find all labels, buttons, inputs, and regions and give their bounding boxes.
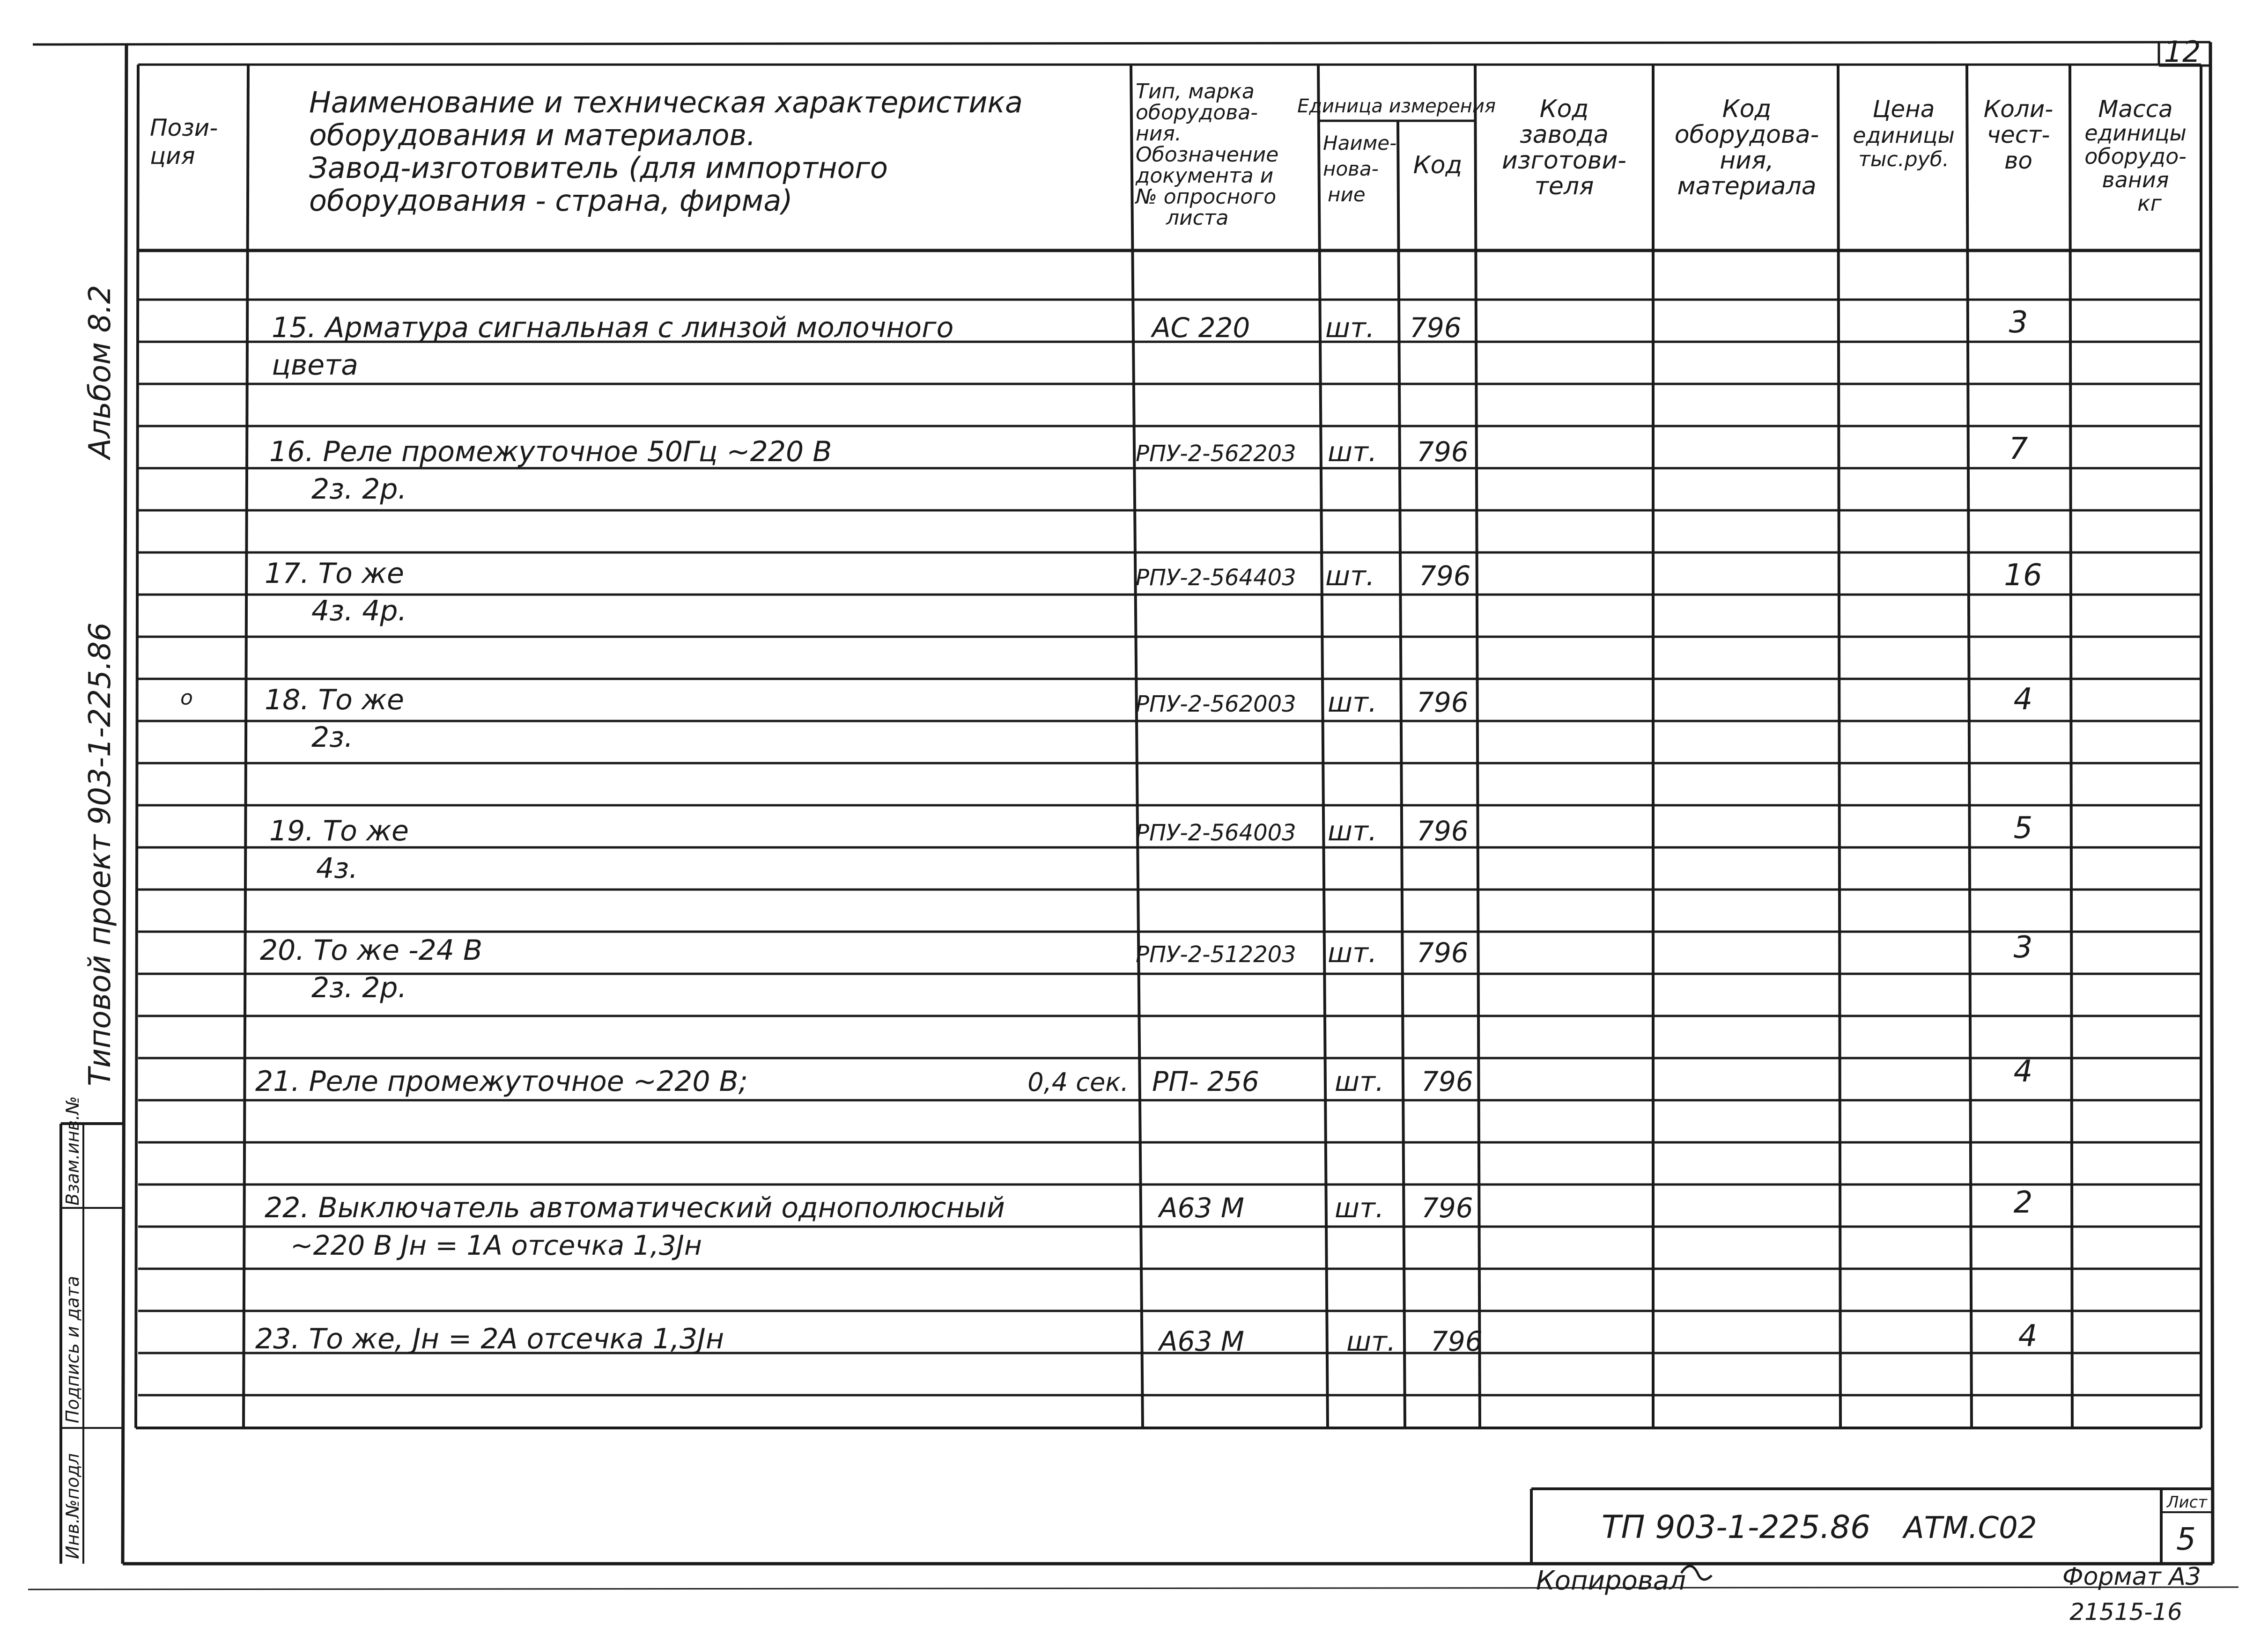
hdr-price-3: тыс.руб. xyxy=(1858,147,1949,171)
hdr-mass-3: оборудо- xyxy=(2084,144,2187,169)
row-qty: 4 xyxy=(2013,682,2033,717)
row-code: 796 xyxy=(1417,815,1469,847)
hdr-mass-2: единицы xyxy=(2084,120,2187,146)
hdr-position-2: ция xyxy=(150,142,195,169)
row-unit: шт. xyxy=(1328,436,1377,468)
row-name: 22. Выключатель автоматический однополюсный xyxy=(265,1192,1005,1224)
footer-inventory: 21515-16 xyxy=(2069,1598,2182,1626)
row-code: 796 xyxy=(1419,560,1471,592)
hdr-type-1: Тип, марка xyxy=(1136,80,1255,103)
hdr-equip-code-3: ния, xyxy=(1720,147,1774,175)
row-qty: 5 xyxy=(2013,811,2033,846)
row-name: 17. То же xyxy=(265,557,404,590)
project-label: Типовой проект 903-1-225.86 xyxy=(83,622,118,1086)
hdr-position-1: Пози- xyxy=(150,114,218,141)
row-unit: шт. xyxy=(1328,815,1377,847)
stamp-inv-repl: Взам.инв.№ xyxy=(62,1096,83,1206)
hdr-factory-code-1: Код xyxy=(1539,95,1589,123)
row-code: 796 xyxy=(1431,1325,1483,1357)
row-name: 18. То же xyxy=(265,684,404,716)
row-name: 19. То же xyxy=(269,815,409,847)
row-name-line2: 2з. 2р. xyxy=(311,473,407,506)
title-designation: ТП 903-1-225.86 xyxy=(1602,1509,1871,1546)
row-name: 15. Арматура сигнальная с линзой молочного xyxy=(272,311,954,344)
row-unit: шт. xyxy=(1346,1325,1396,1357)
row-qty: 3 xyxy=(2013,930,2033,965)
hdr-factory-code-2: завода xyxy=(1520,121,1609,149)
hdr-unit-name-2: нова- xyxy=(1323,157,1379,180)
table-row xyxy=(255,1319,2037,1357)
row-code: 796 xyxy=(1417,436,1469,468)
row-unit: шт. xyxy=(1325,560,1375,592)
table-header xyxy=(150,80,2187,230)
row-type: А63 М xyxy=(1159,1192,1244,1224)
title-code: АТМ.С02 xyxy=(1904,1511,2037,1545)
hdr-type-6: № опросного xyxy=(1136,185,1277,209)
row-mark: о xyxy=(180,686,193,710)
hdr-equip-code-2: оборудова- xyxy=(1674,121,1819,149)
row-name: 21. Реле промежуточное ~220 В; xyxy=(255,1065,748,1098)
hdr-mass-4: вания xyxy=(2102,167,2169,192)
title-sheet-number: 5 xyxy=(2176,1521,2196,1557)
footer-copied: Копировал xyxy=(1536,1566,1686,1596)
row-qty: 2 xyxy=(2013,1185,2033,1220)
row-unit: шт. xyxy=(1335,1192,1384,1224)
row-name: 23. То же, Jн = 2А отсечка 1,3Jн xyxy=(255,1323,724,1355)
stamp-sign-date: Подпись и дата xyxy=(62,1276,83,1423)
sheet-corner-number: 12 xyxy=(2164,35,2201,69)
row-code: 796 xyxy=(1417,686,1469,718)
row-type: А63 М xyxy=(1159,1325,1244,1357)
hdr-factory-code-3: изготови- xyxy=(1502,147,1626,175)
hdr-price-1: Цена xyxy=(1872,96,1935,123)
hdr-price-2: единицы xyxy=(1853,123,1955,148)
hdr-mass-5: кг xyxy=(2137,191,2162,216)
row-qty: 4 xyxy=(2018,1319,2038,1353)
title-sheet-label: Лист xyxy=(2166,1493,2208,1512)
row-type: РПУ-2-564003 xyxy=(1136,820,1296,846)
hdr-unit-name-1: Наиме- xyxy=(1323,132,1397,154)
row-code: 796 xyxy=(1417,937,1469,969)
hdr-name-2: оборудования и материалов. xyxy=(309,118,756,152)
row-qty: 4 xyxy=(2013,1054,2033,1089)
hdr-equip-code-4: материала xyxy=(1677,172,1817,200)
row-type: РПУ-2-512203 xyxy=(1136,942,1296,968)
row-code: 796 xyxy=(1421,1192,1473,1224)
hdr-name-4: оборудования - страна, фирма) xyxy=(309,184,793,218)
hdr-qty-3: во xyxy=(2004,147,2033,174)
row-name-line2: 2з. 2р. xyxy=(311,971,407,1004)
album-label: Альбом 8.2 xyxy=(83,285,118,459)
stamp-inv-orig: Инв.№подл xyxy=(62,1453,83,1559)
hdr-name-3: Завод-изготовитель (для импортного xyxy=(309,151,888,185)
row-name: 16. Реле промежуточное 50Гц ~220 В xyxy=(269,435,832,468)
hdr-unit-name-3: ние xyxy=(1328,183,1366,206)
hdr-qty-1: Коли- xyxy=(1983,96,2054,123)
hdr-factory-code-4: теля xyxy=(1534,172,1594,200)
hdr-name-1: Наименование и техническая характеристика xyxy=(309,85,1023,119)
footer-format: Формат А3 xyxy=(2062,1563,2201,1591)
row-code: 796 xyxy=(1410,312,1462,344)
hdr-mass-1: Масса xyxy=(2098,96,2173,123)
hdr-qty-2: чест- xyxy=(1987,121,2050,148)
row-type: РПУ-2-562203 xyxy=(1136,441,1296,467)
hdr-unit-code: Код xyxy=(1413,151,1463,179)
row-qty: 16 xyxy=(2004,558,2042,593)
hdr-type-4: Обозначение xyxy=(1136,143,1279,167)
hdr-type-2: оборудова- xyxy=(1136,101,1258,125)
hdr-unit-group: Единица измерения xyxy=(1297,96,1496,117)
hdr-type-7: листа xyxy=(1166,206,1229,230)
table-row xyxy=(180,682,2032,754)
row-unit: шт. xyxy=(1328,686,1377,718)
row-name-line2: ~220 В Jн = 1А отсечка 1,3Jн xyxy=(290,1229,702,1261)
table-row xyxy=(265,557,2042,627)
table-row xyxy=(272,305,2028,382)
table-row xyxy=(260,930,2032,1004)
row-unit: шт. xyxy=(1325,312,1375,344)
row-unit: шт. xyxy=(1335,1066,1384,1097)
row-name-line2: 4з. xyxy=(316,852,358,885)
row-name: 20. То же -24 В xyxy=(260,934,483,967)
hdr-equip-code-1: Код xyxy=(1722,95,1772,123)
hdr-type-3: ния. xyxy=(1136,122,1182,146)
row-code: 796 xyxy=(1421,1066,1473,1097)
row-unit: шт. xyxy=(1328,937,1377,969)
row-extra: 0,4 сек. xyxy=(1027,1067,1129,1097)
row-name-line2: 2з. xyxy=(311,721,354,754)
row-qty: 7 xyxy=(2009,432,2028,466)
hdr-type-5: документа и xyxy=(1136,164,1274,188)
row-name-line2: цвета xyxy=(272,349,358,382)
row-type: РП- 256 xyxy=(1152,1066,1259,1097)
table-row xyxy=(255,1054,2032,1098)
row-type: РПУ-2-562003 xyxy=(1136,691,1296,717)
row-name-line2: 4з. 4р. xyxy=(311,595,407,627)
table-row xyxy=(265,1185,2032,1261)
row-type: АС 220 xyxy=(1152,312,1250,344)
row-type: РПУ-2-564403 xyxy=(1136,565,1296,591)
row-qty: 3 xyxy=(2009,305,2028,340)
